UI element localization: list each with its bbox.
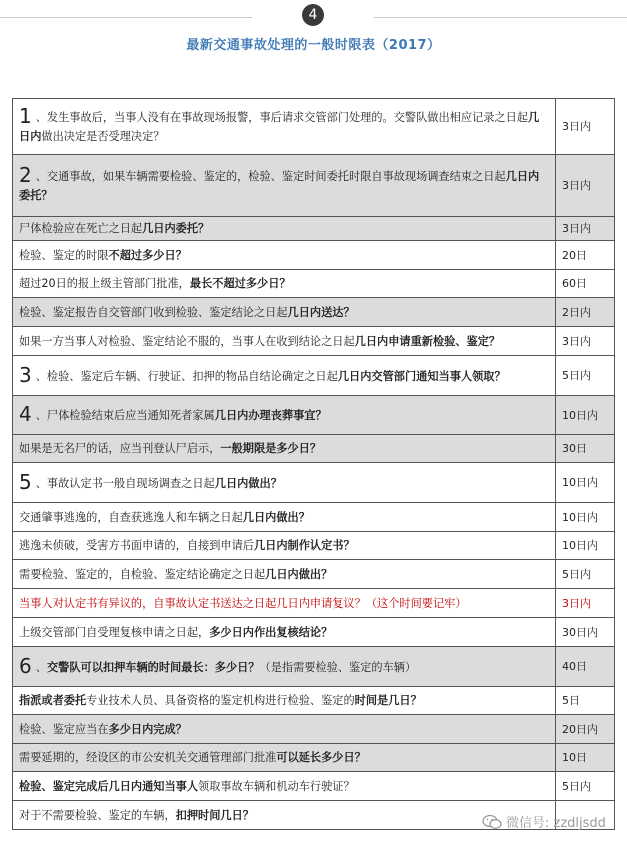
- question-text: 当事人对认定书有异议的，自事故认定书送达之日起几日内申请复议？（这个时间要记牢）: [19, 596, 467, 610]
- answer-cell: 5日内: [556, 772, 615, 801]
- question-cell: [13, 744, 556, 772]
- table-row: [13, 327, 615, 356]
- question-text: 、交通事故，如果车辆需要检验、鉴定的，检验、鉴定时间委托时限自事故现场调查结束之日起: [35, 170, 506, 183]
- table-row: [13, 270, 615, 298]
- table-row: [13, 647, 615, 687]
- answer-cell: 10日内: [556, 463, 615, 503]
- answer-cell: 20日: [556, 241, 615, 270]
- table-row: [13, 356, 615, 396]
- question-text-bold: 几日内制作认定书？: [253, 539, 355, 552]
- answer-cell: 10日内: [556, 396, 615, 435]
- answer-cell: 3日内: [556, 217, 615, 241]
- table-row: [13, 532, 615, 560]
- table-row: [13, 155, 615, 217]
- question-cell: [13, 618, 556, 647]
- question-text: 、事故认定书一般自现场调查之日起: [35, 476, 215, 490]
- question-text: （是指需要检验、鉴定的车辆）: [259, 660, 417, 674]
- table-row: [13, 463, 615, 503]
- question-text: 、发生事故后，当事人没有在事故现场报警，事后请求交管部门处理的。交警队做出相应记录之日起: [35, 111, 528, 124]
- answer-cell: 10日内: [556, 532, 615, 560]
- table-row: [13, 217, 615, 241]
- table-row: [13, 715, 615, 744]
- table-row: [13, 298, 615, 327]
- question-text: 领取事故车辆和机动车行驶证？: [198, 779, 355, 793]
- table-row: [13, 396, 615, 435]
- answer-cell: 5日内: [556, 560, 615, 589]
- question-text: 尸体检验应在死亡之日起: [19, 222, 143, 235]
- table-row: [13, 589, 615, 618]
- question-text: 逃逸未侦破，受害方书面申请的，自接到申请后: [19, 539, 254, 552]
- question-text: 如果一方当事人对检验、鉴定结论不服的，当事人在收到结论之日起: [19, 334, 355, 348]
- answer-cell: 40日: [556, 647, 615, 687]
- header-divider-left: [0, 17, 252, 18]
- question-text-bold: 扣押时间几日？: [175, 808, 254, 822]
- question-text-bold: 检验、鉴定完成后几日内通知当事人: [19, 779, 199, 793]
- answer-cell: 20日内: [556, 715, 615, 744]
- question-cell: [13, 435, 556, 463]
- question-text: 检验、鉴定应当在: [19, 722, 109, 736]
- answer-cell: 30日内: [556, 618, 615, 647]
- question-text: 、: [35, 660, 47, 674]
- question-text-bold: 几日内申请重新检验、鉴定？: [354, 334, 501, 348]
- question-text-bold: 可以延长多少日？: [276, 751, 366, 764]
- item-number: 2: [19, 163, 32, 187]
- table-row: [13, 241, 615, 270]
- table-body: [13, 99, 615, 830]
- question-text-bold: 不超过多少日？: [108, 248, 187, 262]
- answer-cell: 10日内: [556, 503, 615, 532]
- header: [0, 0, 627, 70]
- question-text: 交通肇事逃逸的，自查获逃逸人和车辆之日起: [19, 510, 243, 524]
- table-row: [13, 560, 615, 589]
- question-text-bold: 几日内送达？: [287, 305, 355, 319]
- question-text: 需要延期的，经设区的市公安机关交通管理部门批准: [19, 751, 277, 764]
- question-cell: [13, 715, 556, 744]
- table-row: [13, 435, 615, 463]
- question-cell: [13, 217, 556, 241]
- answer-cell: 3日内: [556, 155, 615, 217]
- question-text-bold: 几日内做出？: [265, 567, 333, 581]
- question-text-bold: 一般期限是多少日？: [220, 442, 322, 455]
- item-number: 3: [19, 362, 32, 387]
- question-text: 如果是无名尸的话，应当刊登认尸启示，: [19, 442, 221, 455]
- question-cell: [13, 241, 556, 270]
- question-cell: [13, 270, 556, 298]
- wechat-icon: [482, 814, 502, 830]
- answer-cell: 3日内: [556, 327, 615, 356]
- question-text-bold: 时间是几日？: [354, 694, 422, 707]
- answer-cell: 5日内: [556, 356, 615, 396]
- question-text: 、尸体检验结束后应当通知死者家属: [35, 409, 215, 422]
- question-cell: [13, 772, 556, 801]
- question-text-bold: 几日内委托？: [142, 222, 210, 235]
- question-text-bold: 多少日内作出复核结论？: [209, 625, 333, 639]
- question-cell: [13, 99, 556, 155]
- item-number: 6: [19, 653, 32, 678]
- question-cell: [13, 327, 556, 356]
- page-title: 最新交通事故处理的一般时限表（2017）: [186, 38, 441, 53]
- question-text-bold: 几日内交管部门通知当事人领取？: [337, 369, 506, 383]
- question-text-bold: 指派或者委托: [19, 694, 87, 707]
- question-text: 、检验、鉴定后车辆、行驶证、扣押的物品自结论确定之日起: [35, 369, 338, 383]
- answer-cell: 3日内: [556, 589, 615, 618]
- answer-cell: 60日: [556, 270, 615, 298]
- question-text-bold: 几日内做出？: [242, 510, 310, 524]
- question-text: 需要检验、鉴定的，自检验、鉴定结论确定之日起: [19, 567, 266, 581]
- table-row: [13, 503, 615, 532]
- question-cell: [13, 155, 556, 217]
- question-text-bold: 几日内: [19, 111, 540, 143]
- question-text: 专业技术人员、具备资格的鉴定机构进行检验、鉴定的: [86, 694, 355, 707]
- question-text: 检验、鉴定的时限: [19, 248, 109, 262]
- question-cell: [13, 396, 556, 435]
- answer-cell: 5日: [556, 687, 615, 715]
- time-limit-table: [12, 98, 615, 830]
- question-text: 对于不需要检验、鉴定的车辆，: [19, 808, 176, 822]
- question-text: 检验、鉴定报告自交管部门收到检验、鉴定结论之日起: [19, 305, 288, 319]
- question-cell: [13, 356, 556, 396]
- table-row: [13, 744, 615, 772]
- table-row: [13, 772, 615, 801]
- question-cell: [13, 801, 556, 830]
- table-row: [13, 687, 615, 715]
- question-cell: [13, 298, 556, 327]
- question-text-bold: 交警队可以扣押车辆的时间最长：多少日？: [46, 660, 260, 674]
- question-cell: [13, 463, 556, 503]
- item-number: 5: [19, 469, 32, 494]
- item-number: 4: [19, 402, 32, 426]
- question-cell: [13, 560, 556, 589]
- question-text-bold: 几日内办理丧葬事宜？: [214, 409, 327, 422]
- watermark: [482, 812, 606, 831]
- question-cell: [13, 647, 556, 687]
- question-cell: [13, 589, 556, 618]
- watermark-text: 微信号: zzdljsdd: [506, 816, 606, 831]
- question-text: 超过20日的报上级主管部门批准，: [19, 277, 190, 290]
- answer-cell: 3日内: [556, 99, 615, 155]
- section-number-badge: 4: [302, 4, 324, 26]
- question-text: 上级交管部门自受理复核申请之日起，: [19, 625, 210, 639]
- table-row: [13, 99, 615, 155]
- question-cell: [13, 687, 556, 715]
- question-text-bold: 最长不超过多少日？: [189, 277, 291, 290]
- question-text: 做出决定是否受理决定？: [41, 130, 165, 143]
- question-text-bold: 多少日内完成？: [108, 722, 187, 736]
- question-cell: [13, 532, 556, 560]
- answer-cell: 10日: [556, 744, 615, 772]
- header-divider-right: [374, 17, 627, 18]
- question-text-bold: 几日内做出？: [214, 476, 282, 490]
- answer-cell: 2日内: [556, 298, 615, 327]
- question-cell: [13, 503, 556, 532]
- table-row: [13, 618, 615, 647]
- answer-cell: 30日: [556, 435, 615, 463]
- question-text-bold: 几日内委托？: [19, 170, 540, 202]
- item-number: 1: [19, 104, 32, 128]
